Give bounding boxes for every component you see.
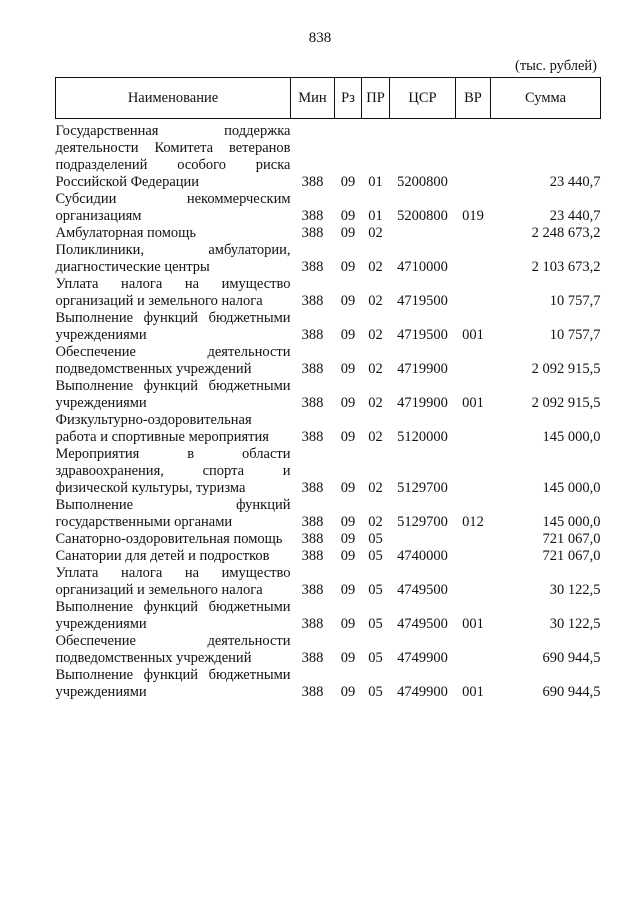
- cell-sum: 23 440,7: [549, 174, 601, 190]
- table-row: [56, 191, 601, 225]
- cell-name: Выполнение функций бюджетными учреждениями: [55, 378, 291, 411]
- cell-rz: 09: [340, 514, 356, 530]
- page-number: 838: [308, 30, 332, 46]
- cell-rz: 09: [340, 327, 356, 343]
- cell-pr: 02: [368, 514, 383, 530]
- cell-csr: 4749500: [397, 582, 448, 598]
- cell-csr: 5200800: [397, 174, 448, 190]
- cell-pr: 05: [368, 531, 383, 547]
- cell-min: 388: [301, 395, 324, 411]
- table-row: [56, 412, 601, 446]
- cell-name: Обеспечение деятельности подведомственных учреждений: [55, 633, 291, 666]
- cell-vr: [456, 412, 491, 446]
- cell-sum: 23 440,7: [549, 208, 601, 224]
- cell-csr: 4749900: [397, 650, 448, 666]
- cell-pr: 02: [368, 480, 383, 496]
- cell-vr: 019: [462, 208, 484, 224]
- cell-vr: [456, 446, 491, 497]
- cell-rz: 09: [340, 616, 356, 632]
- cell-sum: 721 067,0: [542, 548, 601, 564]
- cell-sum: 10 757,7: [549, 293, 601, 309]
- table-row: [56, 531, 601, 548]
- cell-vr: 001: [462, 395, 484, 411]
- cell-sum: 10 757,7: [549, 327, 601, 343]
- cell-min: 388: [301, 208, 324, 224]
- cell-min: 388: [301, 327, 324, 343]
- cell-csr: [390, 225, 456, 242]
- cell-pr: 05: [368, 650, 383, 666]
- table-row: [56, 446, 601, 497]
- cell-csr: 4719900: [397, 361, 448, 377]
- cell-rz: 09: [340, 480, 356, 496]
- cell-pr: 02: [368, 293, 383, 309]
- table-row: [56, 565, 601, 599]
- cell-name: Амбулаторная помощь: [55, 225, 196, 241]
- cell-vr: 001: [462, 684, 484, 700]
- table-row: [56, 378, 601, 412]
- table-row: [56, 225, 601, 242]
- table-row: [56, 667, 601, 701]
- header-min: Мин: [291, 78, 335, 119]
- table-row: [56, 242, 601, 276]
- cell-vr: 001: [462, 327, 484, 343]
- header-vr: ВР: [456, 78, 491, 119]
- cell-min: 388: [301, 650, 324, 666]
- cell-sum: 145 000,0: [542, 429, 601, 445]
- cell-min: 388: [301, 514, 324, 530]
- cell-name: Выполнение функций государственными органами: [55, 497, 291, 530]
- cell-name: Санатории для детей и подростков: [55, 548, 270, 564]
- table-row: [56, 276, 601, 310]
- cell-pr: 01: [368, 174, 383, 190]
- header-row: [56, 78, 601, 119]
- header-name: Наименование: [56, 78, 291, 119]
- cell-pr: 02: [368, 327, 383, 343]
- cell-name: Выполнение функций бюджетными учреждениями: [55, 667, 291, 700]
- table-body: [56, 119, 601, 702]
- cell-vr: 012: [462, 514, 484, 530]
- cell-csr: 4710000: [397, 259, 448, 275]
- cell-pr: 02: [368, 395, 383, 411]
- cell-pr: 01: [368, 208, 383, 224]
- cell-name: Выполнение функций бюджетными учреждениями: [55, 599, 291, 632]
- cell-min: 388: [301, 531, 324, 547]
- cell-vr: [456, 633, 491, 667]
- cell-min: 388: [301, 548, 324, 564]
- cell-rz: 09: [340, 531, 356, 547]
- cell-sum: 2 103 673,2: [531, 259, 601, 275]
- cell-sum: 30 122,5: [549, 616, 601, 632]
- table-row: [56, 119, 601, 192]
- cell-min: 388: [301, 616, 324, 632]
- cell-pr: 02: [368, 429, 383, 445]
- header-sum: Сумма: [491, 78, 601, 119]
- cell-min: 388: [301, 582, 324, 598]
- cell-name: Физкультурно-оздоровительная работа и спортивные мероприятия: [55, 412, 269, 445]
- cell-vr: [456, 548, 491, 565]
- cell-name: Санаторно-оздоровительная помощь: [55, 531, 283, 547]
- cell-vr: [456, 225, 491, 242]
- cell-csr: 4740000: [397, 548, 448, 564]
- cell-sum: 721 067,0: [542, 531, 601, 547]
- cell-vr: [456, 344, 491, 378]
- table-row: [56, 599, 601, 633]
- table-row: [56, 497, 601, 531]
- cell-rz: 09: [340, 225, 356, 241]
- cell-min: 388: [301, 429, 324, 445]
- cell-name: Мероприятия в области здравоохранения, спорта и физической культуры, туризма: [55, 446, 291, 496]
- cell-min: 388: [301, 361, 324, 377]
- cell-csr: 5200800: [397, 208, 448, 224]
- cell-rz: 09: [340, 361, 356, 377]
- cell-min: 388: [301, 225, 324, 241]
- cell-name: Государственная поддержка деятельности Комитета ветеранов подразделений особого риска Российской Федерации: [55, 123, 291, 190]
- cell-pr: 05: [368, 582, 383, 598]
- cell-rz: 09: [340, 684, 356, 700]
- cell-csr: 5120000: [397, 429, 448, 445]
- cell-name: Поликлиники, амбулатории, диагностические центры: [55, 242, 291, 275]
- header-rz: Рз: [335, 78, 362, 119]
- cell-name: Обеспечение деятельности подведомственных учреждений: [55, 344, 291, 377]
- cell-vr: [456, 531, 491, 548]
- cell-rz: 09: [340, 548, 356, 564]
- cell-min: 388: [301, 293, 324, 309]
- cell-rz: 09: [340, 650, 356, 666]
- cell-rz: 09: [340, 395, 356, 411]
- cell-min: 388: [301, 684, 324, 700]
- cell-vr: 001: [462, 616, 484, 632]
- cell-pr: 02: [368, 361, 383, 377]
- table-header: [56, 78, 601, 119]
- cell-rz: 09: [340, 582, 356, 598]
- cell-name: Уплата налога на имущество организаций и земельного налога: [55, 565, 291, 598]
- table-row: [56, 548, 601, 565]
- cell-sum: 30 122,5: [549, 582, 601, 598]
- cell-name: Выполнение функций бюджетными учреждениями: [55, 310, 291, 343]
- units-label: (тыс. рублей): [515, 58, 597, 74]
- cell-vr: [456, 565, 491, 599]
- cell-sum: 690 944,5: [542, 650, 601, 666]
- cell-sum: 2 248 673,2: [531, 225, 601, 241]
- cell-sum: 145 000,0: [542, 480, 601, 496]
- cell-pr: 05: [368, 684, 383, 700]
- cell-rz: 09: [340, 429, 356, 445]
- cell-name: Субсидии некоммерческим организациям: [55, 191, 291, 224]
- cell-sum: 2 092 915,5: [531, 361, 601, 377]
- cell-csr: 5129700: [397, 514, 448, 530]
- cell-vr: [456, 276, 491, 310]
- cell-pr: 05: [368, 616, 383, 632]
- cell-rz: 09: [340, 293, 356, 309]
- cell-name: Уплата налога на имущество организаций и земельного налога: [55, 276, 291, 309]
- cell-rz: 09: [340, 259, 356, 275]
- cell-rz: 09: [340, 208, 356, 224]
- cell-csr: [390, 531, 456, 548]
- cell-vr: [456, 242, 491, 276]
- cell-rz: 09: [340, 174, 356, 190]
- cell-min: 388: [301, 480, 324, 496]
- cell-sum: 690 944,5: [542, 684, 601, 700]
- cell-csr: 4719900: [397, 395, 448, 411]
- cell-csr: 5129700: [397, 480, 448, 496]
- cell-vr: [456, 119, 491, 192]
- cell-pr: 02: [368, 259, 383, 275]
- table-row: [56, 633, 601, 667]
- cell-pr: 02: [368, 225, 383, 241]
- cell-csr: 4719500: [397, 327, 448, 343]
- cell-min: 388: [301, 259, 324, 275]
- table-row: [56, 344, 601, 378]
- cell-min: 388: [301, 174, 324, 190]
- cell-csr: 4749900: [397, 684, 448, 700]
- header-csr: ЦСР: [390, 78, 456, 119]
- cell-csr: 4719500: [397, 293, 448, 309]
- header-pr: ПР: [362, 78, 390, 119]
- cell-sum: 145 000,0: [542, 514, 601, 530]
- cell-sum: 2 092 915,5: [531, 395, 601, 411]
- table-row: [56, 310, 601, 344]
- cell-csr: 4749500: [397, 616, 448, 632]
- cell-pr: 05: [368, 548, 383, 564]
- budget-table: [55, 77, 601, 701]
